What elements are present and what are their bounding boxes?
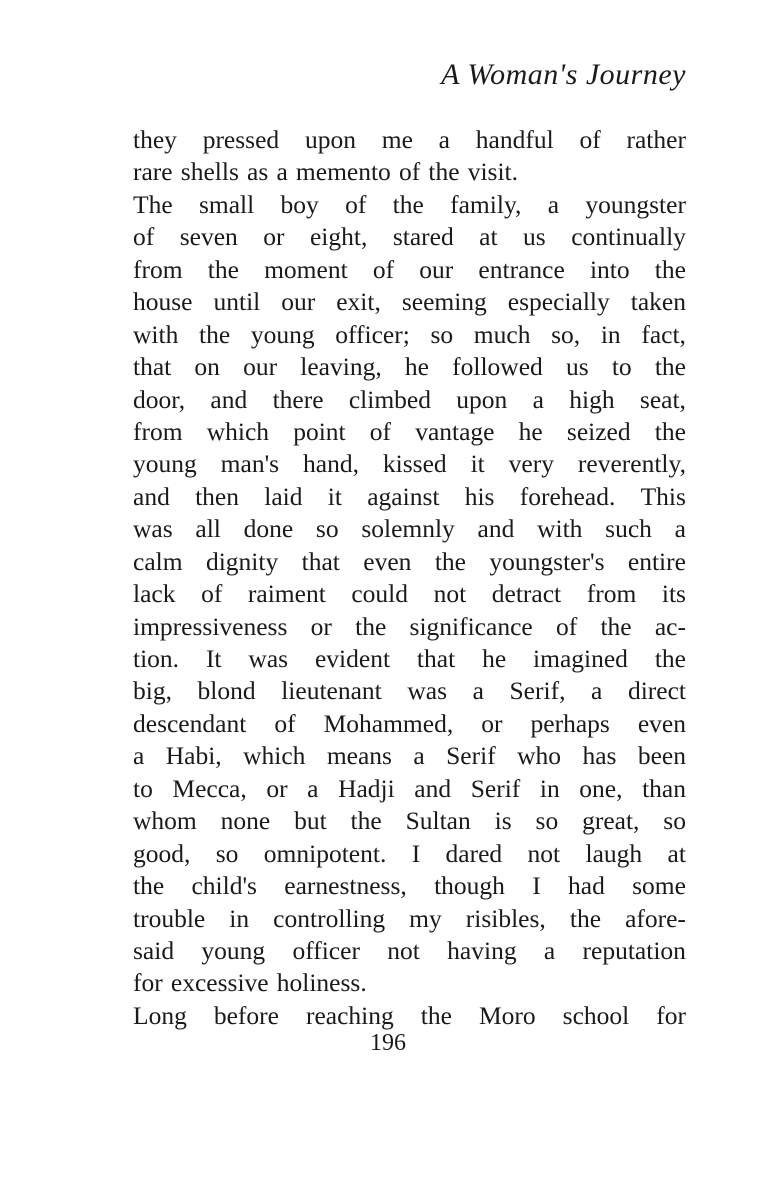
text-line bbox=[133, 805, 686, 837]
word: so bbox=[430, 319, 454, 349]
word: our bbox=[419, 254, 454, 284]
word: so, bbox=[551, 319, 581, 349]
word: stared bbox=[392, 222, 454, 252]
word: The bbox=[133, 189, 173, 219]
word: the bbox=[654, 254, 686, 284]
word: the bbox=[654, 352, 686, 382]
word: officer bbox=[292, 935, 360, 965]
word: from bbox=[586, 579, 637, 609]
word: dignity bbox=[205, 546, 279, 576]
word: afore- bbox=[625, 903, 686, 933]
word: of bbox=[201, 579, 223, 609]
word: of bbox=[369, 416, 392, 446]
word: dared bbox=[445, 838, 503, 868]
word: the bbox=[654, 644, 686, 673]
running-head: A Woman's Journey bbox=[441, 58, 686, 91]
word: good, bbox=[133, 838, 191, 868]
word: forehead. bbox=[519, 481, 616, 511]
word: not bbox=[433, 579, 467, 609]
text-line bbox=[133, 546, 686, 578]
word: exit, bbox=[336, 287, 381, 317]
word: kissed bbox=[382, 449, 447, 479]
word: of bbox=[345, 189, 367, 219]
word: seat, bbox=[639, 384, 686, 414]
word: young bbox=[133, 449, 197, 479]
word: great, bbox=[582, 806, 640, 836]
word: so bbox=[315, 514, 339, 544]
word: youngster bbox=[585, 189, 686, 219]
word: to bbox=[611, 352, 632, 382]
word: youngster's bbox=[489, 546, 605, 576]
word: I bbox=[411, 838, 421, 868]
word: especially bbox=[507, 287, 610, 317]
word: said bbox=[133, 935, 175, 965]
word: the bbox=[350, 806, 382, 836]
text-line bbox=[133, 675, 686, 707]
word: solemnly bbox=[361, 514, 455, 544]
word: point bbox=[293, 416, 346, 446]
word: our bbox=[281, 287, 316, 317]
word: had bbox=[568, 871, 605, 901]
word: omnipotent. bbox=[263, 838, 387, 868]
word: reverently, bbox=[577, 449, 686, 479]
word: holiness. bbox=[276, 968, 367, 998]
word: its bbox=[661, 579, 686, 609]
word: of bbox=[398, 157, 421, 187]
word: into bbox=[589, 254, 630, 284]
text-line bbox=[133, 319, 686, 351]
word: upon bbox=[304, 125, 356, 154]
word: man's bbox=[220, 449, 280, 479]
word: a bbox=[133, 741, 145, 771]
word: a bbox=[472, 676, 484, 706]
word: all bbox=[195, 514, 221, 544]
word: was bbox=[133, 514, 173, 544]
word: at bbox=[479, 222, 498, 252]
word: it bbox=[327, 481, 342, 511]
word: or bbox=[310, 611, 332, 641]
word: than bbox=[642, 773, 686, 803]
word: there bbox=[272, 384, 324, 414]
word: upon bbox=[456, 384, 508, 414]
word: very bbox=[508, 449, 554, 479]
word: been bbox=[637, 741, 686, 771]
word: Serif, bbox=[509, 676, 566, 706]
word: eight, bbox=[309, 222, 368, 252]
word: leaving, bbox=[300, 352, 382, 382]
text-line bbox=[133, 221, 686, 253]
word: a bbox=[543, 935, 556, 965]
word: a bbox=[591, 676, 603, 706]
word: handful bbox=[475, 125, 554, 154]
word: which bbox=[206, 416, 270, 446]
word: one, bbox=[579, 773, 623, 803]
text-line bbox=[133, 643, 686, 675]
word: a bbox=[276, 157, 288, 187]
text-line bbox=[133, 156, 686, 188]
word: and bbox=[133, 481, 170, 511]
word: even bbox=[363, 546, 412, 576]
word: boy bbox=[280, 189, 319, 219]
text-line bbox=[133, 773, 686, 805]
word: the bbox=[420, 1000, 452, 1030]
word: earnestness, bbox=[284, 871, 407, 901]
word: a bbox=[438, 125, 450, 154]
word: imagined bbox=[533, 644, 628, 673]
word: calm bbox=[133, 546, 183, 576]
word: then bbox=[195, 481, 239, 511]
word: whom bbox=[133, 806, 197, 836]
word: pressed bbox=[202, 125, 280, 154]
word: memento bbox=[295, 157, 391, 187]
word: moment bbox=[264, 254, 348, 284]
word: they bbox=[133, 125, 177, 154]
text-line bbox=[133, 611, 686, 643]
word: significance bbox=[409, 611, 533, 641]
word: the bbox=[207, 254, 239, 284]
text-line bbox=[133, 254, 686, 286]
word: Habi, bbox=[165, 741, 222, 771]
word: is bbox=[494, 806, 512, 836]
text-line bbox=[133, 967, 686, 999]
word: officer; bbox=[335, 319, 410, 349]
word: seeming bbox=[401, 287, 487, 317]
word: the bbox=[569, 903, 602, 933]
text-line bbox=[133, 189, 686, 221]
word: with bbox=[133, 319, 179, 349]
word: to bbox=[133, 773, 153, 803]
word: This bbox=[640, 481, 686, 511]
word: reaching bbox=[305, 1000, 394, 1030]
word: a bbox=[674, 514, 686, 544]
word: so bbox=[535, 806, 559, 836]
word: me bbox=[381, 125, 413, 154]
word: Serif bbox=[470, 773, 521, 803]
word: reputation bbox=[582, 935, 686, 965]
word: done bbox=[243, 514, 294, 544]
word: the bbox=[199, 319, 231, 349]
word: Mohammed, bbox=[323, 708, 454, 738]
word: not bbox=[527, 838, 561, 868]
word: even bbox=[637, 708, 686, 738]
word: house bbox=[133, 287, 193, 317]
word: against bbox=[367, 481, 440, 511]
word: Serif bbox=[446, 741, 496, 771]
text-line bbox=[133, 448, 686, 480]
word: shells bbox=[180, 157, 239, 187]
word: Moro bbox=[478, 1000, 536, 1030]
word: impressiveness bbox=[133, 611, 288, 641]
text-line bbox=[133, 708, 686, 740]
word: the bbox=[355, 611, 387, 641]
body-text bbox=[133, 124, 686, 1032]
word: fact, bbox=[641, 319, 686, 349]
word: of bbox=[372, 254, 395, 284]
word: the bbox=[133, 871, 165, 901]
word: some bbox=[632, 871, 686, 901]
word: or bbox=[263, 222, 285, 252]
word: continually bbox=[571, 222, 686, 252]
word: at bbox=[667, 838, 686, 868]
word: or bbox=[266, 773, 288, 803]
word: rare bbox=[133, 157, 173, 187]
word: climbed bbox=[348, 384, 431, 414]
word: that bbox=[416, 644, 456, 673]
word: laid bbox=[264, 481, 303, 511]
word: means bbox=[326, 741, 392, 771]
word: I bbox=[532, 871, 541, 901]
word: and bbox=[210, 384, 248, 414]
word: the bbox=[654, 416, 686, 446]
word: so bbox=[215, 838, 239, 868]
word: a bbox=[413, 741, 425, 771]
text-line bbox=[133, 578, 686, 610]
text-line bbox=[133, 481, 686, 513]
word: the bbox=[392, 189, 424, 219]
word: raiment bbox=[247, 579, 326, 609]
word: seized bbox=[566, 416, 631, 446]
word: hand, bbox=[303, 449, 359, 479]
word: though bbox=[434, 871, 505, 901]
word: he bbox=[404, 352, 429, 382]
word: was bbox=[248, 644, 289, 673]
word: his bbox=[464, 481, 495, 511]
word: seven bbox=[179, 222, 238, 252]
word: not bbox=[387, 935, 420, 965]
text-line bbox=[133, 351, 686, 383]
word: as bbox=[247, 157, 269, 187]
word: perhaps bbox=[530, 708, 610, 738]
text-line bbox=[133, 935, 686, 967]
word: on bbox=[194, 352, 220, 382]
word: was bbox=[407, 676, 448, 706]
word: school bbox=[562, 1000, 630, 1030]
word: in bbox=[229, 903, 250, 933]
word: has bbox=[582, 741, 617, 771]
word: that bbox=[301, 546, 340, 576]
word: Long bbox=[133, 1000, 187, 1030]
word: it bbox=[470, 449, 485, 479]
word: and bbox=[477, 514, 515, 544]
word: trouble bbox=[133, 903, 206, 933]
word: a bbox=[547, 189, 560, 219]
word: followed bbox=[452, 352, 543, 382]
word: that bbox=[133, 352, 172, 382]
word: big, bbox=[133, 676, 172, 706]
word: which bbox=[243, 741, 306, 771]
word: young bbox=[250, 319, 315, 349]
word: detract bbox=[491, 579, 562, 609]
text-line bbox=[133, 1000, 686, 1032]
word: the bbox=[600, 611, 632, 641]
word: entrance bbox=[478, 254, 565, 284]
word: small bbox=[198, 189, 255, 219]
word: It bbox=[205, 644, 222, 673]
text-line bbox=[133, 286, 686, 318]
word: my bbox=[409, 903, 442, 933]
word: lieutenant bbox=[281, 676, 382, 706]
text-line bbox=[133, 513, 686, 545]
word: blond bbox=[197, 676, 256, 706]
word: from bbox=[133, 254, 183, 284]
word: high bbox=[569, 384, 615, 414]
word: Mecca, bbox=[172, 773, 247, 803]
text-line bbox=[133, 384, 686, 416]
word: in bbox=[539, 773, 560, 803]
word: visit. bbox=[467, 157, 518, 187]
word: us bbox=[565, 352, 589, 382]
word: who bbox=[517, 741, 562, 771]
text-line bbox=[133, 838, 686, 870]
word: none bbox=[220, 806, 271, 836]
word: the bbox=[428, 157, 460, 187]
word: controlling bbox=[273, 903, 386, 933]
word: for bbox=[656, 1000, 686, 1030]
word: a bbox=[307, 773, 319, 803]
word: young bbox=[201, 935, 266, 965]
word: much bbox=[473, 319, 531, 349]
word: lack bbox=[133, 579, 176, 609]
text-line bbox=[133, 870, 686, 902]
word: laugh bbox=[585, 838, 643, 868]
word: ac- bbox=[654, 611, 686, 641]
word: for bbox=[133, 968, 163, 998]
word: in bbox=[600, 319, 621, 349]
word: Sultan bbox=[405, 806, 471, 836]
word: but bbox=[294, 806, 327, 836]
word: so bbox=[663, 806, 686, 836]
word: a bbox=[532, 384, 544, 414]
word: our bbox=[243, 352, 278, 382]
word: he bbox=[482, 644, 507, 673]
word: from bbox=[133, 416, 183, 446]
text-line bbox=[133, 740, 686, 772]
word: could bbox=[351, 579, 409, 609]
word: descendant bbox=[133, 708, 247, 738]
word: tion. bbox=[133, 644, 180, 673]
word: until bbox=[213, 287, 261, 317]
word: rather bbox=[626, 125, 686, 154]
word: or bbox=[481, 708, 503, 738]
word: and bbox=[414, 773, 452, 803]
word: of bbox=[274, 708, 296, 738]
word: he bbox=[518, 416, 543, 446]
page-number: 196 bbox=[370, 1030, 406, 1056]
word: of bbox=[555, 611, 578, 641]
word: risibles, bbox=[465, 903, 546, 933]
word: family, bbox=[450, 189, 522, 219]
word: excessive bbox=[170, 968, 269, 998]
word: entire bbox=[627, 546, 686, 576]
word: direct bbox=[627, 676, 686, 706]
word: before bbox=[213, 1000, 279, 1030]
word: evident bbox=[314, 644, 391, 673]
text-line bbox=[133, 124, 686, 156]
word: door, bbox=[133, 384, 186, 414]
word: Hadji bbox=[338, 773, 395, 803]
text-line bbox=[133, 416, 686, 448]
word: vantage bbox=[415, 416, 495, 446]
word: the bbox=[434, 546, 466, 576]
word: taken bbox=[630, 287, 686, 317]
word: having bbox=[447, 935, 517, 965]
word: us bbox=[523, 222, 546, 252]
word: such bbox=[605, 514, 652, 544]
text-line bbox=[133, 903, 686, 935]
word: of bbox=[133, 222, 155, 252]
word: child's bbox=[191, 871, 257, 901]
word: with bbox=[537, 514, 583, 544]
word: of bbox=[579, 125, 601, 154]
